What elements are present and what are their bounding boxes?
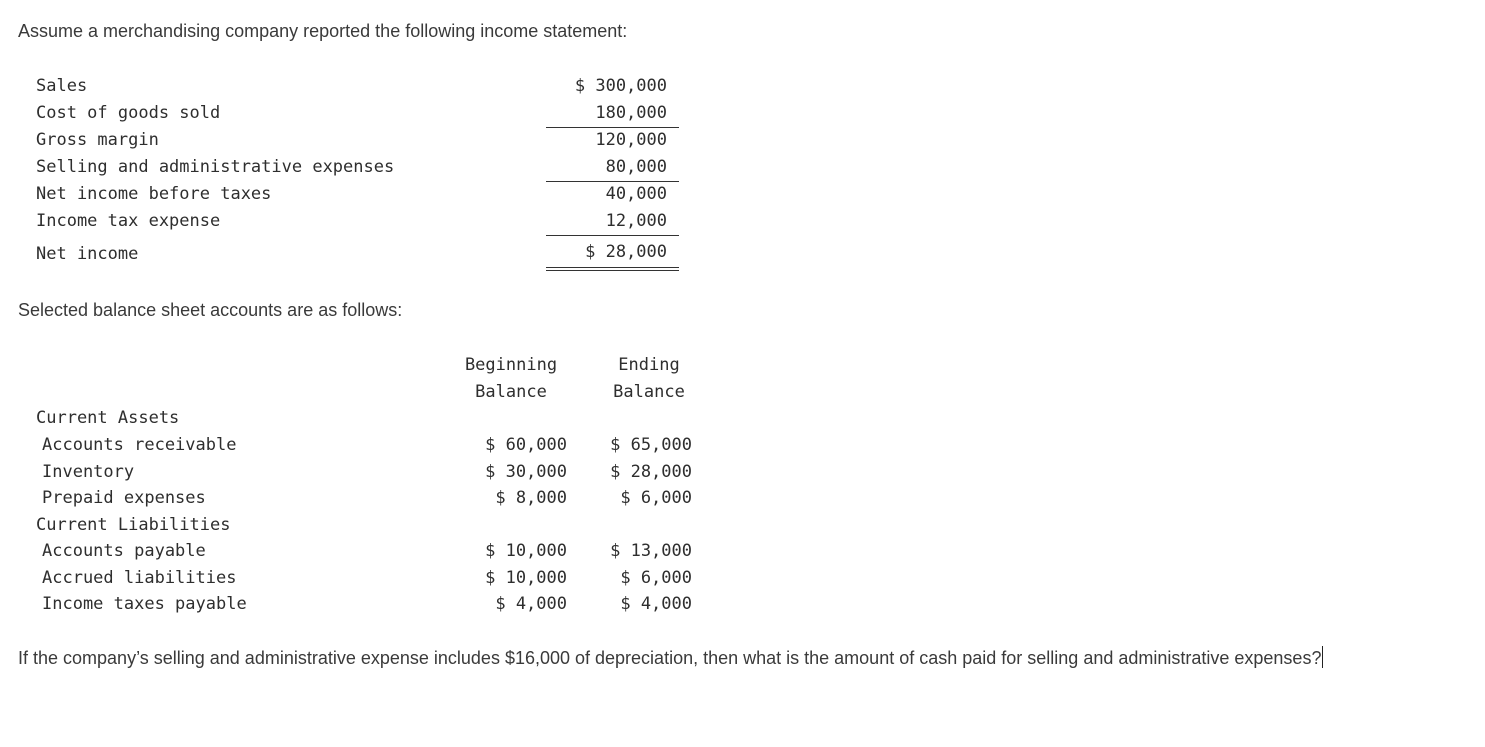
row-beginning: $ 4,000 <box>495 594 567 614</box>
header-ending-line1: Ending <box>618 355 680 375</box>
subtotal-rule <box>546 181 679 182</box>
row-label: Accrued liabilities <box>42 568 237 588</box>
row-ending: $ 65,000 <box>610 435 692 455</box>
row-beginning: $ 30,000 <box>485 462 567 482</box>
row-ending: $ 6,000 <box>620 488 692 508</box>
is-label-tax: Income tax expense <box>36 211 221 231</box>
question-text-content: If the company’s selling and administrative expense includes $16,000 of depreciation, then what is the amount of cash paid for selling and administrative expenses? <box>18 648 1322 668</box>
row-beginning: $ 8,000 <box>495 488 567 508</box>
row-label: Income taxes payable <box>42 594 247 614</box>
is-label-cogs: Cost of goods sold <box>36 103 221 123</box>
is-label-sales: Sales <box>36 76 88 96</box>
row-ending: $ 6,000 <box>620 568 692 588</box>
row-label: Accounts receivable <box>42 435 237 455</box>
is-value-tax: 12,000 <box>605 211 667 231</box>
row-ending: $ 28,000 <box>610 462 692 482</box>
is-label-net-income: Net income <box>36 244 139 264</box>
is-label-sga: Selling and administrative expenses <box>36 157 395 177</box>
is-value-sga: 80,000 <box>605 157 667 177</box>
subtotal-rule <box>546 235 679 236</box>
total-double-rule <box>546 267 679 271</box>
row-label: Inventory <box>42 462 135 482</box>
section-title-current-assets: Current Assets <box>36 408 180 428</box>
subtotal-rule <box>546 127 679 128</box>
row-ending: $ 4,000 <box>620 594 692 614</box>
section-title-current-liabilities: Current Liabilities <box>36 515 231 535</box>
row-beginning: $ 60,000 <box>485 435 567 455</box>
question-text[interactable] <box>18 646 1323 669</box>
is-value-nibt: 40,000 <box>605 184 667 204</box>
header-beginning-line1: Beginning <box>464 355 558 375</box>
text-cursor <box>1322 646 1323 668</box>
is-label-gross-margin: Gross margin <box>36 130 159 150</box>
row-label: Prepaid expenses <box>42 488 206 508</box>
is-value-net-income: $ 28,000 <box>585 242 667 262</box>
is-value-gross-margin: 120,000 <box>595 130 667 150</box>
row-ending: $ 13,000 <box>610 541 692 561</box>
header-beginning-line2: Balance <box>475 382 547 402</box>
balance-intro-text: Selected balance sheet accounts are as follows: <box>18 300 403 320</box>
row-beginning: $ 10,000 <box>485 568 567 588</box>
row-beginning: $ 10,000 <box>485 541 567 561</box>
is-label-nibt: Net income before taxes <box>36 184 272 204</box>
is-value-sales: $ 300,000 <box>574 76 667 96</box>
is-value-cogs: 180,000 <box>595 103 667 123</box>
intro-text: Assume a merchandising company reported the following income statement: <box>18 21 628 41</box>
header-ending-line2: Balance <box>613 382 685 402</box>
row-label: Accounts payable <box>42 541 206 561</box>
